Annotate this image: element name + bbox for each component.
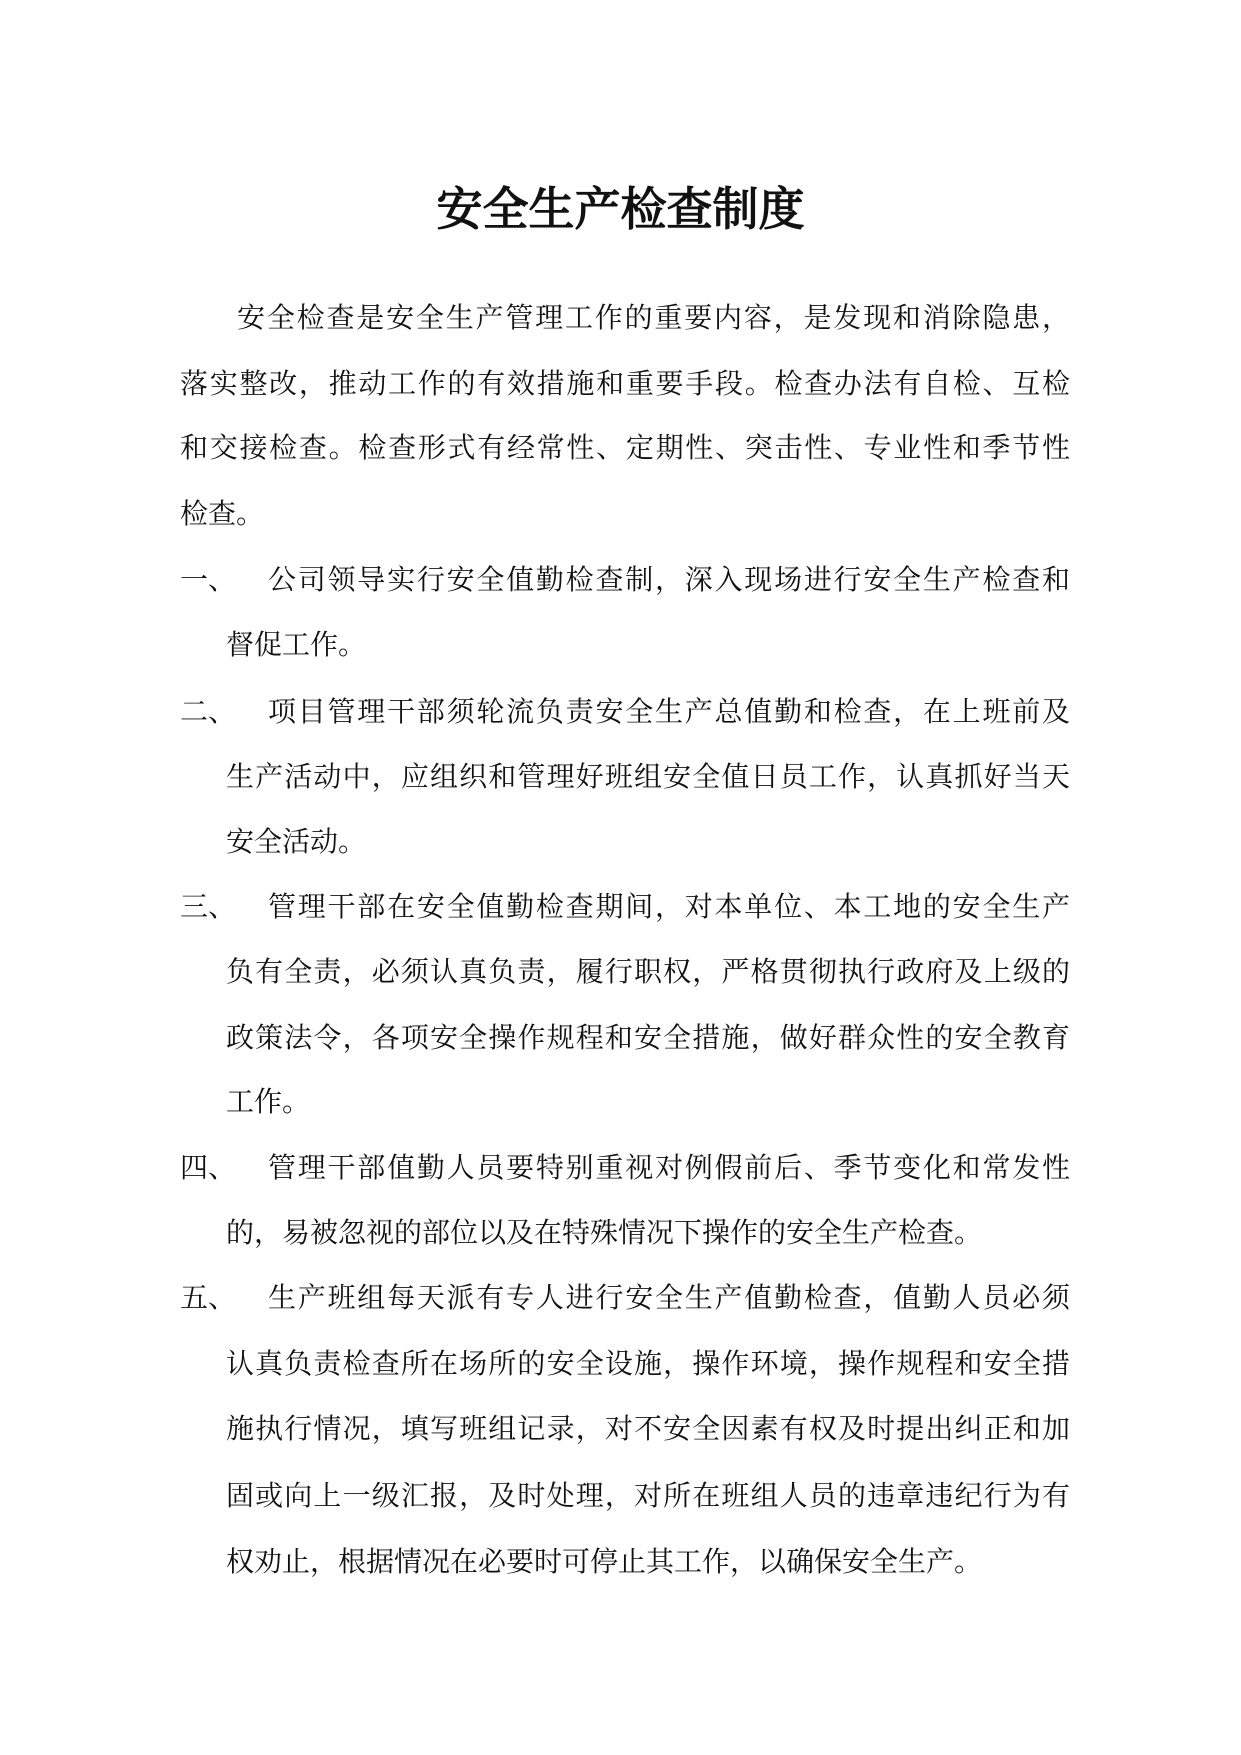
document-title: 安全生产检查制度 <box>436 182 805 236</box>
item-line: 管理干部在安全值勤检查期间，对本单位、本工地的安全生产 <box>268 890 1070 923</box>
item-line: 负有全责，必须认真负责，履行职权，严格贯彻执行政府及上级的 <box>226 955 1070 988</box>
item-line: 权劝止，根据情况在必要时可停止其工作，以确保安全生产。 <box>226 1545 983 1578</box>
item-line: 政策法令，各项安全操作规程和安全措施，做好群众性的安全教育 <box>226 1021 1070 1054</box>
intro-line: 检查。 <box>180 497 265 530</box>
item-line: 生产班组每天派有专人进行安全生产值勤检查，值勤人员必须 <box>268 1281 1070 1314</box>
item-line: 督促工作。 <box>226 628 367 661</box>
item-number: 三、 <box>180 890 237 923</box>
intro-line: 落实整改，推动工作的有效措施和重要手段。检查办法有自检、互检 <box>180 367 1070 400</box>
intro-line: 和交接检查。检查形式有经常性、定期性、突击性、专业性和季节性 <box>180 431 1070 464</box>
item-line: 工作。 <box>226 1085 311 1118</box>
item-line: 固或向上一级汇报，及时处理，对所在班组人员的违章违纪行为有 <box>226 1479 1070 1512</box>
item-line: 认真负责检查所在场所的安全设施，操作环境，操作规程和安全措 <box>226 1347 1070 1380</box>
item-line: 的，易被忽视的部位以及在特殊情况下操作的安全生产检查。 <box>226 1216 983 1249</box>
item-line: 安全活动。 <box>226 825 367 858</box>
item-line: 生产活动中，应组织和管理好班组安全值日员工作，认真抓好当天 <box>226 760 1070 793</box>
item-line: 公司领导实行安全值勤检查制，深入现场进行安全生产检查和 <box>268 563 1070 596</box>
item-line: 施执行情况，填写班组记录，对不安全因素有权及时提出纠正和加 <box>226 1412 1070 1445</box>
item-number: 一、 <box>180 563 237 596</box>
item-number: 四、 <box>180 1151 237 1184</box>
item-line: 管理干部值勤人员要特别重视对例假前后、季节变化和常发性 <box>268 1151 1070 1184</box>
item-number: 二、 <box>180 695 237 728</box>
item-number: 五、 <box>180 1281 237 1314</box>
item-line: 项目管理干部须轮流负责安全生产总值勤和检查，在上班前及 <box>268 695 1070 728</box>
intro-line: 安全检查是安全生产管理工作的重要内容，是发现和消除隐患， <box>237 301 1070 334</box>
